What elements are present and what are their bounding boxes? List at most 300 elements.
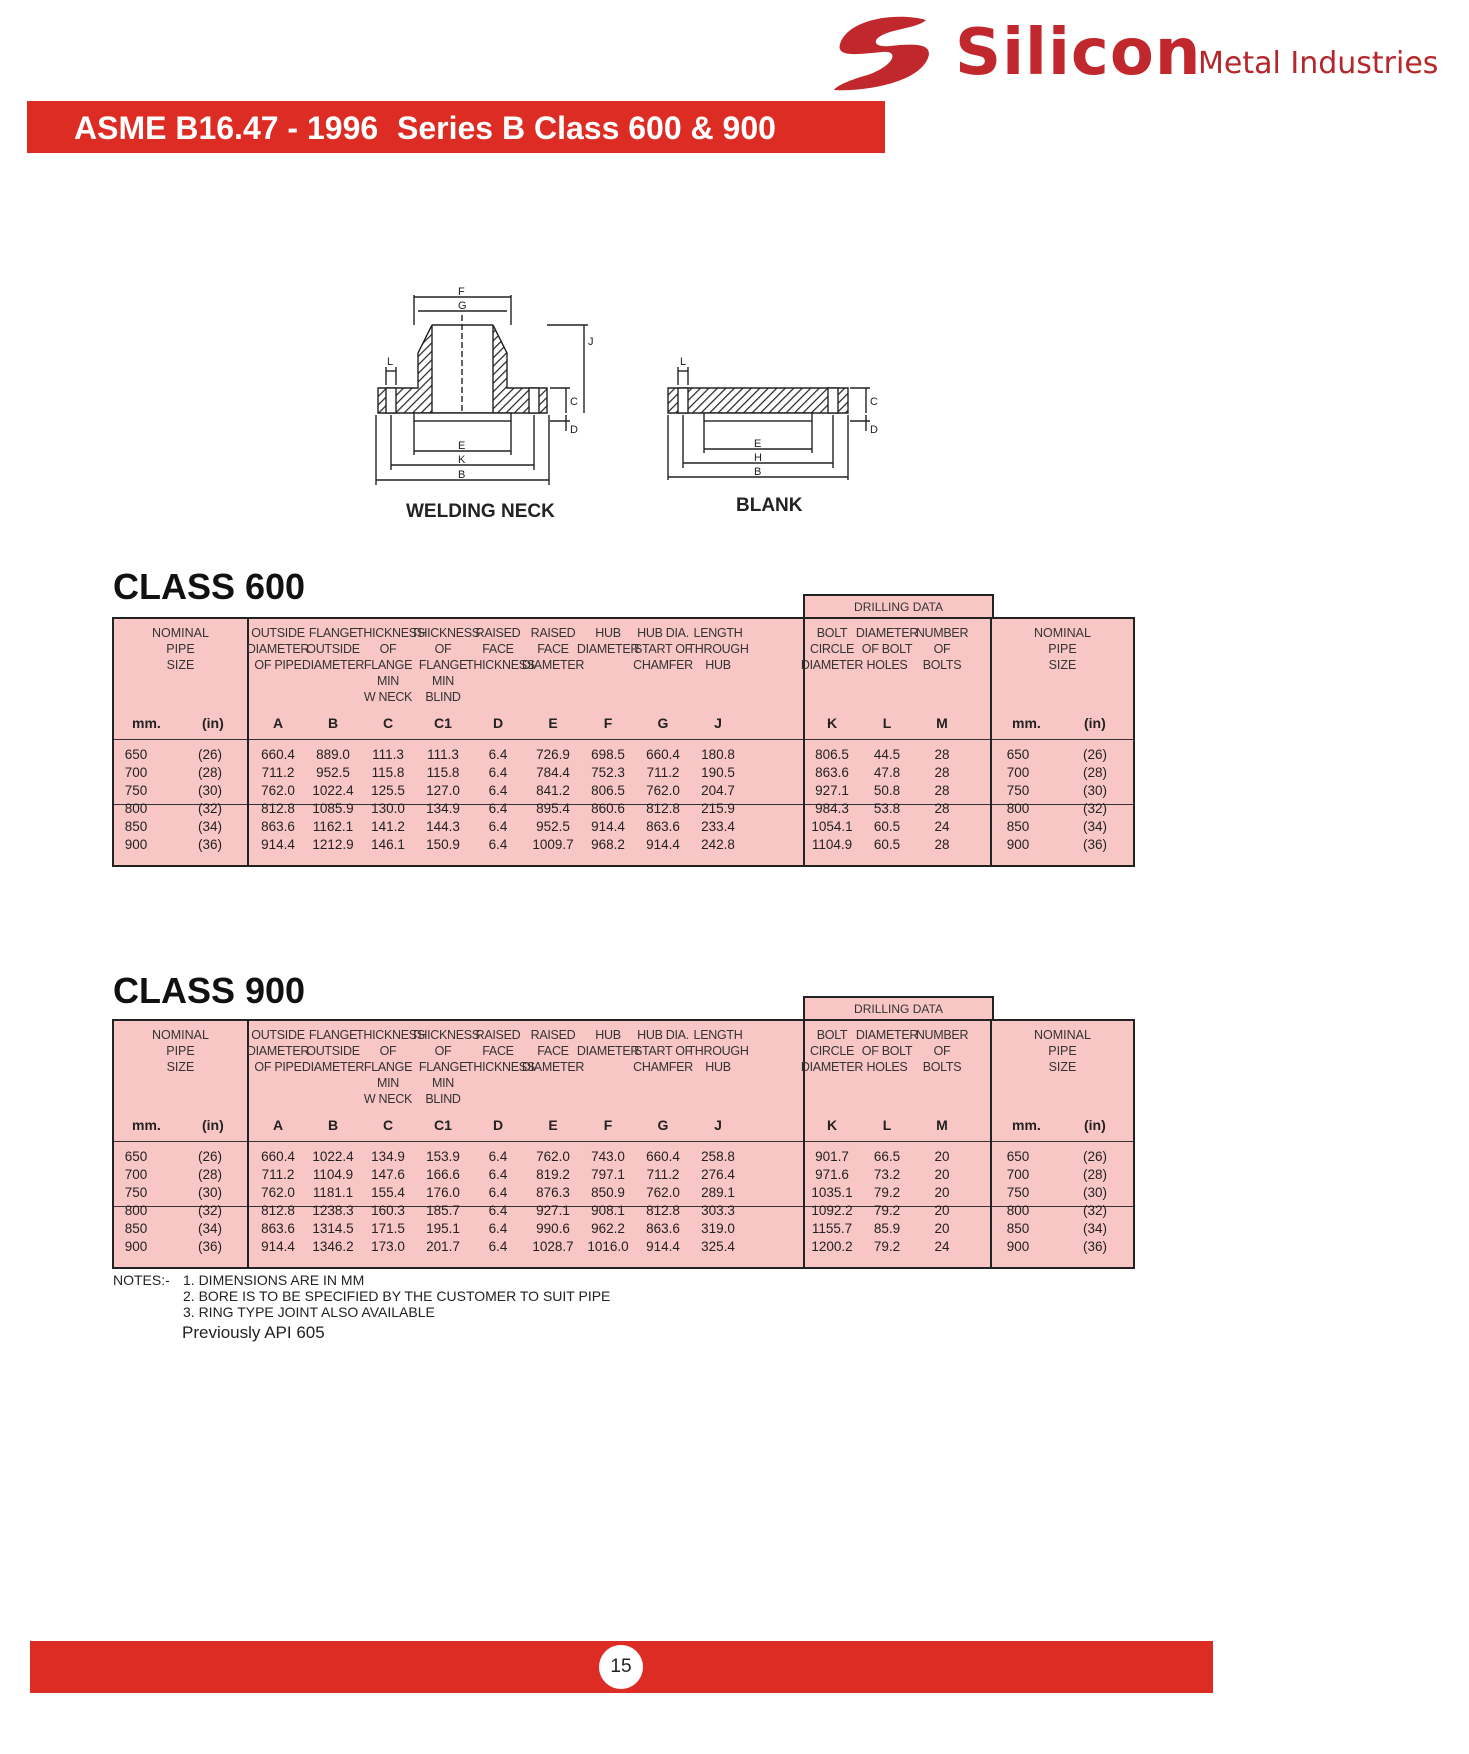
column-header-line: OF BOLT [861, 642, 913, 656]
table-cell: 806.5 [591, 783, 625, 798]
mm-header: mm. [132, 715, 161, 731]
table-cell: 660.4 [646, 1149, 680, 1164]
column-header-line: CIRCLE [809, 1044, 855, 1058]
column-header-line: HUB DIA. [637, 1028, 689, 1042]
header-divider [114, 739, 247, 740]
nps-in-cell: (28) [1082, 765, 1107, 780]
header-divider [805, 739, 990, 740]
nps-in-cell: (34) [197, 819, 222, 834]
table-cell: 863.6 [261, 819, 295, 834]
table-cell: 889.0 [316, 747, 350, 762]
nps-in-cell: (34) [197, 1221, 222, 1236]
table-cell: 6.4 [488, 783, 508, 798]
nps-in-cell: (32) [197, 1203, 222, 1218]
table-cell: 876.3 [536, 1185, 570, 1200]
table-cell: 134.9 [371, 1149, 405, 1164]
column-letter: G [657, 1117, 669, 1133]
standard-title: ASME B16.47 - 1996 [74, 110, 379, 146]
column-letter: B [327, 715, 339, 731]
table-cell: 1104.9 [312, 1167, 354, 1182]
nps-header-line: PIPE [1048, 642, 1077, 656]
table-cell: 797.1 [591, 1167, 625, 1182]
column-header-line: DIAMETER [246, 1044, 310, 1058]
nps-header-line: SIZE [1048, 658, 1077, 672]
table-cell: 147.6 [371, 1167, 405, 1182]
table-cell: 660.4 [261, 1149, 295, 1164]
table-cell: 711.2 [646, 765, 680, 780]
nps-mm-cell: 650 [1006, 1149, 1030, 1164]
table-cell: 841.2 [536, 783, 570, 798]
header-divider [249, 1141, 805, 1142]
table-cell: 319.0 [701, 1221, 735, 1236]
table-cell: 115.8 [371, 765, 405, 780]
blank-dim-l-label: L [680, 356, 687, 368]
nps-in-cell: (36) [197, 837, 222, 852]
table-cell: 962.2 [591, 1221, 625, 1236]
dim-d-label: D [570, 424, 578, 436]
table-cell: 914.4 [646, 1239, 680, 1254]
nps-header-line: PIPE [1048, 1044, 1077, 1058]
blank-dim-e-label: E [754, 438, 762, 450]
table-cell: 1238.3 [312, 1203, 354, 1218]
nps-in-cell: (28) [197, 1167, 222, 1182]
column-letter: K [826, 1117, 838, 1133]
nps-header-line: NOMINAL [152, 1028, 209, 1042]
column-letter: J [714, 1117, 722, 1133]
table-cell: 166.6 [426, 1167, 460, 1182]
nps-in-cell: (26) [197, 1149, 222, 1164]
column-header-line: MIN [376, 674, 399, 688]
table-cell: 6.4 [488, 1149, 508, 1164]
notes-label: NOTES:- [113, 1272, 170, 1288]
in-header: (in) [202, 1117, 224, 1133]
table-cell: 73.2 [873, 1167, 901, 1182]
table-cell: 60.5 [873, 819, 901, 834]
dim-j-label: J [588, 336, 594, 348]
table-cell: 204.7 [701, 783, 735, 798]
column-header-line: FACE [537, 642, 569, 656]
nps-in-cell: (36) [1082, 1239, 1107, 1254]
table-cell: 762.0 [261, 1185, 295, 1200]
table-cell: 1162.1 [312, 819, 354, 834]
brand-name: Silicon [955, 16, 1202, 90]
column-header-line: DIAMETER [800, 658, 864, 672]
class-900-title: CLASS 900 [113, 970, 306, 1011]
welding-neck-drawing [376, 295, 588, 485]
column-header-line: THICKNESS [466, 1060, 535, 1074]
nps-mm-cell: 900 [124, 837, 148, 852]
mm-header: mm. [1012, 715, 1041, 731]
table-cell: 134.9 [426, 801, 460, 816]
table-cell: 125.5 [371, 783, 405, 798]
table-cell: 28 [934, 837, 950, 852]
table-cell: 1092.2 [811, 1203, 853, 1218]
blank-dim-b-label: B [754, 466, 762, 478]
table-cell: 325.4 [701, 1239, 735, 1254]
nps-mm-cell: 650 [1006, 747, 1030, 762]
header-divider [992, 739, 1133, 740]
nps-header [992, 625, 1133, 673]
table-cell: 79.2 [873, 1203, 901, 1218]
column-letter: C [382, 715, 394, 731]
column-header [686, 625, 750, 673]
column-header-line: OUTSIDE [251, 626, 305, 640]
table-cell: 20 [934, 1185, 950, 1200]
column-letter: D [492, 1117, 504, 1133]
column-header-line: MIN [431, 674, 454, 688]
blank-dim-h-label: H [754, 452, 762, 464]
nps-mm-cell: 650 [124, 747, 148, 762]
nps-header-line: PIPE [166, 1044, 195, 1058]
nps-mm-cell: 800 [124, 801, 148, 816]
column-header-line: MIN [431, 1076, 454, 1090]
column-header [686, 1027, 750, 1075]
table-cell: 79.2 [873, 1185, 901, 1200]
table-cell: 6.4 [488, 1221, 508, 1236]
column-header-line: OF PIPE [254, 658, 302, 672]
dimensions-columns [247, 1019, 807, 1269]
table-cell: 711.2 [261, 765, 295, 780]
nps-mm-cell: 750 [1006, 783, 1030, 798]
column-header-line: MIN [376, 1076, 399, 1090]
column-letter: A [272, 1117, 284, 1133]
nps-mm-cell: 650 [124, 1149, 148, 1164]
column-header-line: DIAMETER [301, 1060, 365, 1074]
nps-mm-cell: 800 [124, 1203, 148, 1218]
column-header-line: THROUGH [687, 1044, 749, 1058]
table-cell: 6.4 [488, 819, 508, 834]
blank-drawing [668, 367, 870, 480]
table-cell: 176.0 [426, 1185, 460, 1200]
column-header-line: THICKNESS [411, 626, 480, 640]
nps-left-column [112, 617, 249, 867]
table-cell: 1022.4 [312, 783, 354, 798]
column-header-line: NUMBER [915, 626, 969, 640]
nps-in-cell: (32) [1082, 801, 1107, 816]
nps-mm-cell: 750 [124, 1185, 148, 1200]
column-header-line: THICKNESS [356, 1028, 425, 1042]
table-cell: 863.6 [261, 1221, 295, 1236]
table-cell: 215.9 [701, 801, 735, 816]
table-cell: 1085.9 [312, 801, 354, 816]
table-cell: 927.1 [815, 783, 849, 798]
column-header-line: BOLT [816, 626, 848, 640]
column-header-line: HUB DIA. [637, 626, 689, 640]
table-cell: 990.6 [536, 1221, 570, 1236]
table-cell: 6.4 [488, 801, 508, 816]
table-cell: 850.9 [591, 1185, 625, 1200]
nps-mm-cell: 850 [124, 819, 148, 834]
column-header-line: DIAMETER [576, 642, 640, 656]
column-header-line: RAISED [530, 626, 576, 640]
column-header-line: CHAMFER [633, 658, 693, 672]
table-cell: 952.5 [316, 765, 350, 780]
column-header-line: LENGTH [693, 626, 743, 640]
column-letter: K [826, 715, 838, 731]
column-letter: L [882, 715, 892, 731]
table-cell: 44.5 [873, 747, 901, 762]
nps-header [114, 625, 247, 673]
column-letter: B [327, 1117, 339, 1133]
column-header-line: BLIND [425, 1092, 461, 1106]
table-cell: 762.0 [646, 1185, 680, 1200]
table-cell: 1200.2 [811, 1239, 853, 1254]
column-header-line: DIAMETER [855, 626, 919, 640]
column-header-line: W NECK [363, 690, 413, 704]
table-cell: 146.1 [371, 837, 405, 852]
column-letter: M [936, 715, 948, 731]
table-cell: 863.6 [646, 1221, 680, 1236]
table-cell: 952.5 [536, 819, 570, 834]
table-cell: 1155.7 [811, 1221, 853, 1236]
nps-header-line: SIZE [1048, 1060, 1077, 1074]
nps-in-cell: (28) [197, 765, 222, 780]
table-cell: 24 [934, 1239, 950, 1254]
nps-in-cell: (34) [1082, 1221, 1107, 1236]
column-header-line: FACE [482, 642, 514, 656]
table-cell: 60.5 [873, 837, 901, 852]
table-cell: 303.3 [701, 1203, 735, 1218]
nps-mm-cell: 700 [124, 1167, 148, 1182]
table-cell: 20 [934, 1221, 950, 1236]
table-cell: 901.7 [815, 1149, 849, 1164]
table-cell: 150.9 [426, 837, 460, 852]
table-cell: 743.0 [591, 1149, 625, 1164]
column-header-line: BOLTS [922, 1060, 962, 1074]
table-cell: 1346.2 [312, 1239, 354, 1254]
column-letter: C [382, 1117, 394, 1133]
column-header-line: DIAMETER [855, 1028, 919, 1042]
table-cell: 185.7 [426, 1203, 460, 1218]
column-header [910, 625, 974, 673]
nps-header [114, 1027, 247, 1075]
dim-b-label: B [458, 469, 466, 481]
table-cell: 144.3 [426, 819, 460, 834]
class-600-table [112, 600, 1135, 865]
column-header-line: DIAMETER [800, 1060, 864, 1074]
column-header-line: FACE [537, 1044, 569, 1058]
table-cell: 28 [934, 783, 950, 798]
column-header-line: DIAMETER [301, 658, 365, 672]
column-header-line: OUTSIDE [306, 1044, 360, 1058]
nps-in-cell: (26) [1082, 747, 1107, 762]
table-cell: 819.2 [536, 1167, 570, 1182]
nps-mm-cell: 750 [1006, 1185, 1030, 1200]
header-divider [114, 1141, 247, 1142]
brand-subtitle: Metal Industries [1198, 46, 1439, 81]
table-cell: 20 [934, 1167, 950, 1182]
nps-in-cell: (26) [1082, 1149, 1107, 1164]
table-cell: 47.8 [873, 765, 901, 780]
nps-mm-cell: 800 [1006, 801, 1030, 816]
table-cell: 66.5 [873, 1149, 901, 1164]
column-header-line: OF PIPE [254, 1060, 302, 1074]
blank-dim-d-label: D [870, 424, 878, 436]
header-divider [805, 1141, 990, 1142]
dim-l-label: L [387, 356, 394, 368]
table-cell: 276.4 [701, 1167, 735, 1182]
header-divider [992, 1141, 1133, 1142]
nps-in-cell: (30) [1082, 783, 1107, 798]
nps-header-line: SIZE [166, 658, 195, 672]
table-cell: 111.3 [372, 747, 404, 762]
column-header-line: OF [933, 1044, 951, 1058]
column-header-line: OF FLANGE [418, 642, 468, 672]
table-cell: 660.4 [261, 747, 295, 762]
column-header-line: LENGTH [693, 1028, 743, 1042]
table-cell: 111.3 [427, 747, 459, 762]
table-cell: 233.4 [701, 819, 735, 834]
nps-mm-cell: 900 [1006, 1239, 1030, 1254]
column-header-line: RAISED [530, 1028, 576, 1042]
table-cell: 173.0 [371, 1239, 405, 1254]
table-cell: 812.8 [646, 801, 680, 816]
page-number: 15 [599, 1645, 643, 1689]
table-cell: 28 [934, 765, 950, 780]
column-header-line: BLIND [425, 690, 461, 704]
nps-mm-cell: 700 [1006, 1167, 1030, 1182]
column-header-line: W NECK [363, 1092, 413, 1106]
column-header [910, 1027, 974, 1075]
table-cell: 6.4 [488, 765, 508, 780]
column-letter: M [936, 1117, 948, 1133]
column-header-line: RAISED [475, 626, 521, 640]
column-letter: E [548, 715, 558, 731]
nps-left-column [112, 1019, 249, 1269]
table-cell: 1022.4 [312, 1149, 354, 1164]
column-header-line: THICKNESS [356, 626, 425, 640]
drilling-data-header: DRILLING DATA [803, 594, 994, 618]
column-header-line: START OF [633, 1044, 693, 1058]
column-header-line: START OF [633, 642, 693, 656]
table-cell: 895.4 [536, 801, 570, 816]
table-cell: 1212.9 [312, 837, 354, 852]
dim-f-label: F [458, 286, 465, 298]
table-cell: 28 [934, 801, 950, 816]
column-header-line: DIAMETER [246, 642, 310, 656]
mm-header: mm. [132, 1117, 161, 1133]
table-cell: 6.4 [488, 837, 508, 852]
table-cell: 971.6 [815, 1167, 849, 1182]
column-letter: J [714, 715, 722, 731]
table-cell: 762.0 [646, 783, 680, 798]
table-cell: 180.8 [701, 747, 735, 762]
table-cell: 127.0 [426, 783, 460, 798]
nps-right-column [990, 617, 1135, 867]
table-cell: 1016.0 [587, 1239, 629, 1254]
dim-g-label: G [458, 300, 467, 312]
column-header-line: HUB [705, 1060, 731, 1074]
column-letter: G [657, 715, 669, 731]
table-cell: 863.6 [646, 819, 680, 834]
dim-k-label: K [458, 454, 466, 466]
column-letter: C1 [434, 1117, 452, 1133]
note-item: 1. DIMENSIONS ARE IN MM [183, 1272, 365, 1288]
table-cell: 762.0 [536, 1149, 570, 1164]
nps-header [992, 1027, 1133, 1075]
table-cell: 968.2 [591, 837, 625, 852]
nps-right-column [990, 1019, 1135, 1269]
table-cell: 752.3 [591, 765, 625, 780]
blank-dim-c-label: C [870, 396, 878, 408]
table-cell: 171.5 [371, 1221, 405, 1236]
nps-mm-cell: 700 [124, 765, 148, 780]
nps-in-cell: (30) [197, 783, 222, 798]
note-item: 3. RING TYPE JOINT ALSO AVAILABLE [183, 1304, 435, 1320]
table-cell: 20 [934, 1149, 950, 1164]
table-cell: 1104.9 [811, 837, 853, 852]
column-header-line: OUTSIDE [251, 1028, 305, 1042]
table-cell: 153.9 [426, 1149, 460, 1164]
table-cell: 1181.1 [312, 1185, 354, 1200]
column-header-line: DIAMETER [521, 1060, 585, 1074]
column-letter: A [272, 715, 284, 731]
table-cell: 141.2 [371, 819, 405, 834]
table-cell: 1314.5 [312, 1221, 354, 1236]
nps-header-line: PIPE [166, 642, 195, 656]
table-cell: 85.9 [873, 1221, 901, 1236]
table-cell: 806.5 [815, 747, 849, 762]
column-letter: D [492, 715, 504, 731]
column-header-line: FLANGE [308, 1028, 358, 1042]
table-cell: 812.8 [261, 1203, 295, 1218]
table-cell: 914.4 [261, 837, 295, 852]
table-cell: 6.4 [488, 1167, 508, 1182]
table-cell: 130.0 [371, 801, 405, 816]
column-header-line: HUB [705, 658, 731, 672]
table-cell: 784.4 [536, 765, 570, 780]
table-cell: 24 [934, 819, 950, 834]
table-cell: 698.5 [591, 747, 625, 762]
column-letter: E [548, 1117, 558, 1133]
column-header-line: OUTSIDE [306, 642, 360, 656]
column-header-line: BOLT [816, 1028, 848, 1042]
nps-in-cell: (32) [197, 801, 222, 816]
drilling-columns [800, 1019, 992, 1269]
table-cell: 6.4 [488, 1185, 508, 1200]
table-cell: 908.1 [591, 1203, 625, 1218]
column-header-line: HUB [595, 1028, 621, 1042]
table-cell: 6.4 [488, 1203, 508, 1218]
table-cell: 190.5 [701, 765, 735, 780]
table-cell: 155.4 [371, 1185, 405, 1200]
table-cell: 711.2 [261, 1167, 295, 1182]
table-cell: 258.8 [701, 1149, 735, 1164]
nps-mm-cell: 750 [124, 783, 148, 798]
column-header-line: CHAMFER [633, 1060, 693, 1074]
in-header: (in) [1084, 715, 1106, 731]
nps-header-line: SIZE [166, 1060, 195, 1074]
table-cell: 914.4 [261, 1239, 295, 1254]
in-header: (in) [1084, 1117, 1106, 1133]
blank-caption: BLANK [736, 495, 803, 516]
table-cell: 726.9 [536, 747, 570, 762]
column-header-line: FLANGE [308, 626, 358, 640]
nps-header-line: NOMINAL [1034, 626, 1091, 640]
table-cell: 1009.7 [532, 837, 574, 852]
column-header-line: OF FLANGE [363, 1044, 413, 1074]
nps-in-cell: (36) [197, 1239, 222, 1254]
nps-in-cell: (26) [197, 747, 222, 762]
flange-diagram [370, 285, 910, 525]
note-item: 2. BORE IS TO BE SPECIFIED BY THE CUSTOMER TO SUIT PIPE [183, 1288, 611, 1304]
table-cell: 927.1 [536, 1203, 570, 1218]
column-header-line: THICKNESS [411, 1028, 480, 1042]
dim-e-label: E [458, 440, 466, 452]
column-header-line: HUB [595, 626, 621, 640]
column-header-line: THROUGH [687, 642, 749, 656]
column-header-line: FACE [482, 1044, 514, 1058]
